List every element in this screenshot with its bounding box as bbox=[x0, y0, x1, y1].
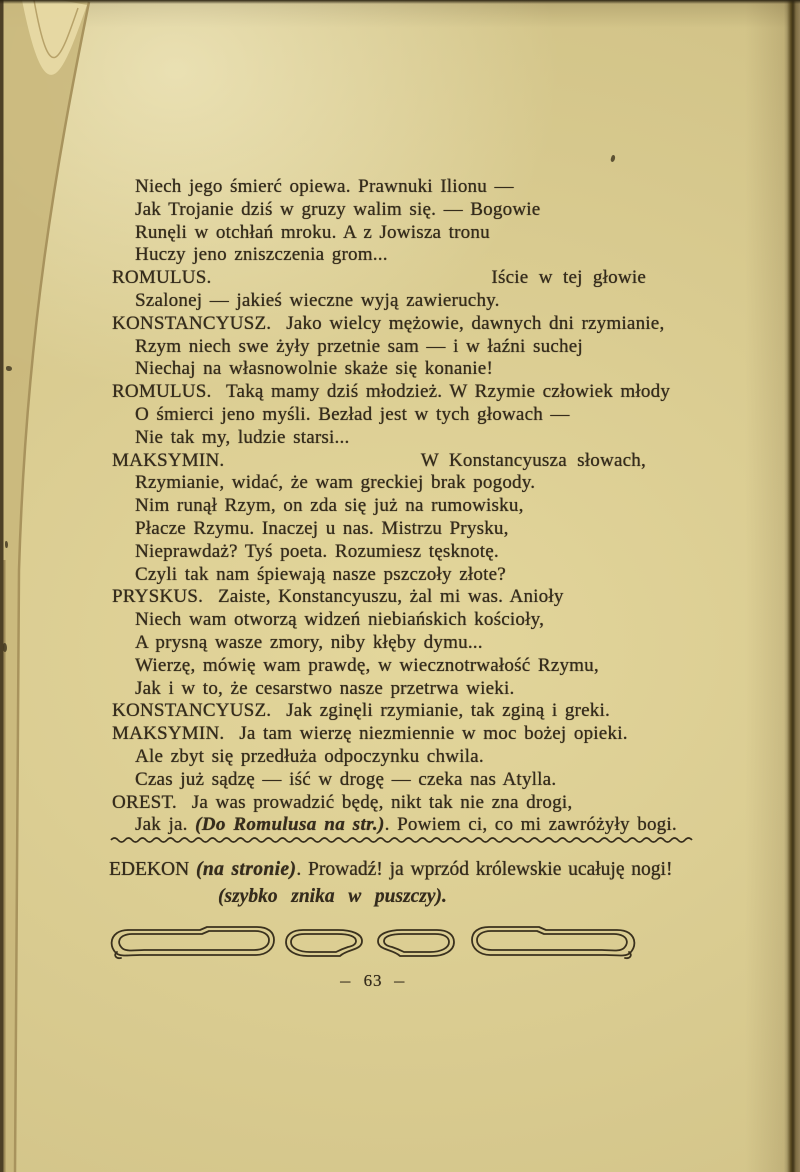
play-line bbox=[112, 814, 694, 837]
ornament-short-right bbox=[378, 930, 454, 956]
play-line: KONSTANCYUSZ. Jak zginęli rzymianie, tak zginą i greki. bbox=[112, 700, 610, 722]
scan-speck bbox=[3, 643, 7, 652]
play-line: O śmierci jeno myśli. Bezład jest w tych głowach — bbox=[135, 403, 570, 425]
folio-dash: – bbox=[394, 971, 406, 990]
dialogue-text-block bbox=[112, 176, 694, 837]
verse-text: . Powiem ci, co mi zawróżyły bogi. bbox=[384, 814, 677, 836]
verse-text: Jak ja. bbox=[135, 814, 196, 836]
folio-number: 63 bbox=[363, 971, 383, 990]
play-line: Niech wam otworzą widzeń niebiańskich kościoły, bbox=[135, 609, 545, 631]
right-page-edge bbox=[784, 0, 800, 1172]
top-page-edge bbox=[0, 0, 800, 4]
speaker-name: ROMULUS. bbox=[112, 267, 212, 289]
play-line: Płacze Rzymu. Inaczej u nas. Mistrzu Prysku, bbox=[135, 517, 509, 539]
ornament-long-right bbox=[472, 927, 634, 958]
verse-text: . Prowadź! ja wprzód królewskie ucałuję nogi! bbox=[296, 859, 673, 880]
play-line: Runęli w otchłań mroku. A z Jowisza tronu bbox=[135, 221, 490, 243]
play-line: PRYSKUS. Zaiste, Konstancyuszu, żal mi was. Anioły bbox=[112, 586, 564, 608]
stage-direction: (szybko znika w puszczy). bbox=[218, 886, 447, 907]
play-line: ROMULUS. Taką mamy dziś młodzież. W Rzymie człowiek młody bbox=[112, 381, 671, 403]
play-line: Huczy jeno zniszczenia grom... bbox=[135, 244, 388, 266]
play-line: Czyli tak nam śpiewają nasze pszczoły złote? bbox=[135, 563, 506, 585]
ornament-short-left bbox=[286, 930, 362, 956]
play-line bbox=[112, 450, 694, 473]
left-page-edge bbox=[0, 0, 95, 1172]
play-line bbox=[112, 267, 694, 290]
play-line: Niechaj na własnowolnie skaże się konanie! bbox=[135, 358, 493, 380]
play-line: KONSTANCYUSZ. Jako wielcy mężowie, dawnych dni rzymianie, bbox=[112, 312, 665, 334]
play-line: OREST. Ja was prowadzić będę, nikt tak nie zna drogi, bbox=[112, 791, 573, 813]
stage-note-inline: (na stronie) bbox=[195, 859, 297, 880]
play-line: Nim runął Rzym, on zda się już na rumowisku, bbox=[135, 495, 524, 517]
speaker-name: MAKSYMIN. bbox=[112, 449, 225, 471]
scan-speck bbox=[610, 155, 616, 163]
ornament-long-left bbox=[112, 927, 274, 958]
play-line: MAKSYMIN. Ja tam wierzę niezmiennie w moc bożej opieki. bbox=[112, 723, 628, 745]
play-line: Szalonej — jakieś wieczne wyją zawieruchy. bbox=[135, 289, 500, 311]
art-nouveau-ornament bbox=[108, 926, 638, 960]
stage-note-inline: (Do Romulusa na str.) bbox=[195, 814, 385, 836]
play-line: Ale zbyt się przedłuża odpoczynku chwila. bbox=[135, 745, 484, 767]
verse-text: Iście w tej głowie bbox=[491, 267, 646, 289]
scan-speck bbox=[6, 366, 12, 371]
folio-dash: – bbox=[340, 971, 352, 990]
play-line: Jak Trojanie dziś w gruzy walim się. — Bogowie bbox=[135, 198, 541, 220]
play-line: Nie tak my, ludzie starsi... bbox=[135, 426, 350, 448]
play-line: A prysną wasze zmory, niby kłęby dymu... bbox=[135, 631, 483, 653]
scan-speck bbox=[5, 541, 8, 548]
play-line: Rzymianie, widać, że wam greckiej brak pogody. bbox=[135, 472, 536, 494]
page-number bbox=[82, 971, 664, 991]
play-line: Jak i w to, że cesarstwo nasze przetrwa wieki. bbox=[135, 677, 515, 699]
play-line: Czas już sądzę — iść w drogę — czeka nas Atylla. bbox=[135, 768, 557, 790]
play-line: Niech jego śmierć opiewa. Prawnuki Ilionu — bbox=[135, 176, 514, 197]
play-line: Nieprawdaż? Tyś poeta. Rozumiesz tęsknotę. bbox=[135, 540, 499, 562]
speaker-name: EDEKON bbox=[109, 859, 196, 880]
verse-text: W Konstancyusza słowach, bbox=[420, 449, 646, 471]
wavy-rule bbox=[110, 835, 694, 845]
addendum-line bbox=[109, 859, 709, 881]
play-line: Wierzę, mówię wam prawdę, w wiecznotrwałość Rzymu, bbox=[135, 654, 599, 676]
play-line: Rzym niech swe żyły przetnie sam — i w łaźni suchej bbox=[135, 335, 583, 357]
